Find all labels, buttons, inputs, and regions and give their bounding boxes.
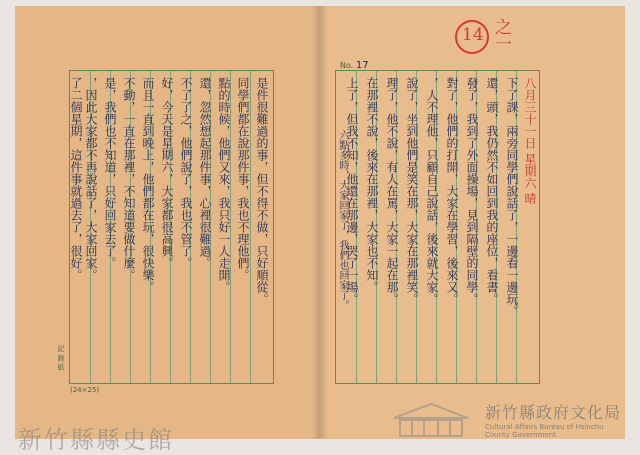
page-gutter [312, 6, 328, 439]
paper-side-label: 記 錄 紙 [57, 345, 65, 371]
handwritten-column: 下了課，兩旁同學們說話了，一邊看一邊玩。 [505, 77, 519, 317]
grid-column-line [250, 71, 251, 383]
handwritten-column: ，因此大家都不再說話了，大家回家。 [84, 77, 98, 281]
page-number-value: 17 [355, 60, 369, 71]
red-mark: 之一 [491, 18, 511, 52]
building-logo-icon [392, 402, 470, 440]
watermark-right [485, 400, 621, 439]
handwritten-column: 發了，我到了外面操場，見到隔壁的同學。 [465, 77, 479, 305]
handwritten-column: 而且一直到晚上，他們都在玩，很快樂。 [141, 77, 155, 293]
handwritten-column: 在那裡不說，後來在那裡，大家也不知。 [365, 77, 379, 293]
watermark-left: 新竹縣縣史館 [18, 426, 174, 454]
handwritten-column: 了二個星期，這件事就過去了，很好。 [69, 77, 83, 281]
date-line: 八月三十一日 星期六 晴 [523, 77, 537, 205]
handwritten-column: 不動，一直在那裡，不知道要做什麼。 [122, 77, 136, 281]
watermark-right-english-2: County Government [485, 431, 556, 439]
handwritten-column: 同學們都在說那件事，我也不理他們。 [236, 77, 250, 281]
page-number [340, 60, 369, 71]
handwritten-column: 不了了之，他們說了，我也不管了。 [179, 77, 193, 269]
watermark-right-chinese: 新竹縣政府文化局 [485, 403, 622, 422]
handwritten-column: 是件很難過的事，但不得不做，只好順從。 [255, 77, 269, 305]
watermark-right-english-1: Cultural Affairs Bureau of Hsinchu [485, 423, 604, 431]
handwritten-column: 是，我們也不知道，只好回家去了。 [103, 77, 117, 269]
page-number-label: No. [340, 61, 354, 70]
handwritten-column: 六點多時，大家回家了，我們也回家了。 [337, 130, 348, 310]
handwritten-column: ，人不理他，只顧自己說話，後來就大家。 [425, 77, 439, 305]
handwritten-column: 上了，但我不知，他還在那邊，哭了一場。 [345, 77, 359, 305]
handwritten-column: 點的時候，他們又來，我只好一人走開。 [217, 77, 231, 293]
handwritten-column: 還，忽然想起那件事，心裡很難過。 [198, 77, 212, 269]
circled-number: 14 [462, 25, 484, 45]
handwritten-column: 對了，他們的打開，大家在學習，後來又。 [445, 77, 459, 305]
handwritten-column: 還，頭，我仍然不如回到我的座位，看書。 [485, 77, 499, 305]
handwritten-column: 理了，他不說，有人在罵，大家一起在那。 [385, 77, 399, 305]
handwritten-column: 好，今天是星期六，大家都很高興。 [160, 77, 174, 269]
handwritten-column: 說了，坐到他們是笑在那，大家在那裡笑。 [405, 77, 419, 305]
paper-size-label: (24×25) [70, 386, 100, 394]
